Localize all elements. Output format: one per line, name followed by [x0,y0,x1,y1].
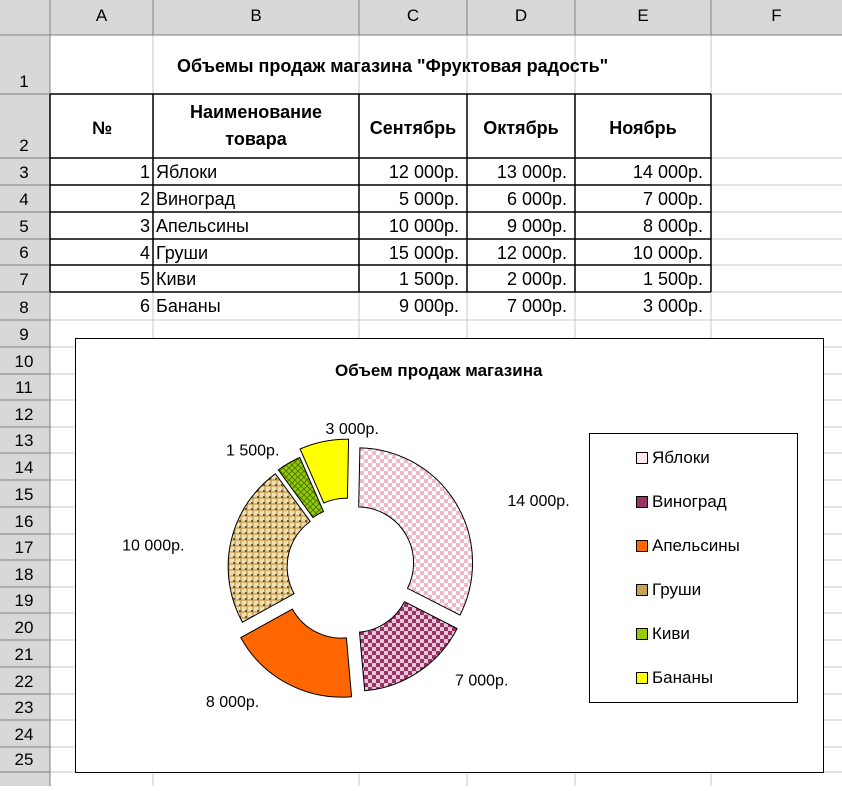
legend-label: Бананы [652,668,714,687]
column-header-c[interactable]: C [406,6,420,25]
legend-label: Апельсины [652,536,740,555]
doughnut-slice-0[interactable] [359,448,473,615]
row-header-12[interactable]: 12 [14,405,34,424]
data-label-2: 8 000р. [205,694,260,712]
row-header-5[interactable]: 5 [19,217,29,236]
row-header-8[interactable]: 8 [19,298,29,317]
legend-label: Виноград [652,492,727,511]
column-header-d[interactable]: D [514,6,528,25]
data-label-3: 10 000р. [122,537,185,555]
data-label-1: 7 000р. [455,672,509,690]
cell-number[interactable]: 3 [139,216,150,236]
cell-product-name[interactable]: Яблоки [156,162,218,182]
row-header-15[interactable]: 15 [14,485,34,504]
row-header-1[interactable]: 1 [19,72,29,91]
legend-swatch [636,540,648,552]
cell-september[interactable]: 1 500р. [398,269,459,289]
row-header-18[interactable]: 18 [14,565,34,584]
header-name-line2[interactable]: товара [225,129,287,149]
column-header-f[interactable]: F [771,6,782,25]
data-label-5: 3 000р. [325,420,379,438]
doughnut-slice-2[interactable] [241,609,352,697]
row-header-17[interactable]: 17 [14,538,34,557]
legend-label: Груши [652,580,702,599]
cell-september[interactable]: 5 000р. [398,189,459,209]
legend-swatch [636,628,648,640]
legend-swatch [636,452,648,464]
cell-number[interactable]: 5 [139,269,150,289]
cell-september[interactable]: 10 000р. [388,216,459,236]
row-header-6[interactable]: 6 [19,243,29,262]
header-october[interactable]: Октябрь [483,118,559,138]
header-number[interactable]: № [92,118,113,138]
cell-november[interactable]: 8 000р. [642,216,703,236]
row-header-21[interactable]: 21 [14,645,34,664]
cell-november[interactable]: 10 000р. [632,243,703,263]
cell-number[interactable]: 6 [139,296,150,316]
column-header-a[interactable]: A [95,6,108,25]
cell-november[interactable]: 14 000р. [632,162,703,182]
doughnut-slice-1[interactable] [360,602,458,691]
column-header-e[interactable]: E [637,6,649,25]
data-label-0: 14 000р. [507,492,570,510]
table-title[interactable]: Объемы продаж магазина "Фруктовая радость" [177,56,609,76]
cell-october[interactable]: 2 000р. [506,269,567,289]
row-header-7[interactable]: 7 [19,270,29,289]
row-header-20[interactable]: 20 [14,618,34,637]
cell-september[interactable]: 12 000р. [388,162,459,182]
cell-product-name[interactable]: Апельсины [156,216,249,236]
row-header-2[interactable]: 2 [19,136,29,155]
cell-october[interactable]: 6 000р. [506,189,567,209]
cell-product-name[interactable]: Киви [156,269,197,289]
chart-legend[interactable] [589,433,798,703]
row-header-19[interactable]: 19 [14,591,34,610]
row-header-3[interactable]: 3 [19,163,29,182]
row-header-14[interactable]: 14 [14,458,34,477]
row-header-11[interactable]: 11 [15,378,33,397]
row-header-10[interactable]: 10 [14,352,34,371]
cell-october[interactable]: 9 000р. [506,216,567,236]
cell-number[interactable]: 4 [139,243,150,263]
row-header-22[interactable]: 22 [14,672,34,691]
cell-october[interactable]: 13 000р. [496,162,567,182]
legend-swatch [636,496,648,508]
row-header-24[interactable]: 24 [14,725,34,744]
row-header-9[interactable]: 9 [19,325,29,344]
cell-number[interactable]: 1 [139,162,150,182]
legend-swatch [636,584,648,596]
cell-number[interactable]: 2 [139,189,150,209]
legend-label: Киви [652,624,690,643]
row-header-25[interactable]: 25 [14,750,34,769]
column-header-b[interactable]: B [250,6,262,25]
cell-november[interactable]: 3 000р. [642,296,703,316]
header-name-line1[interactable]: Наименование [189,102,323,122]
row-header-23[interactable]: 23 [14,698,34,717]
header-september[interactable]: Сентябрь [369,118,457,138]
legend-label: Яблоки [652,448,710,467]
cell-product-name[interactable]: Виноград [156,189,236,209]
row-header-13[interactable]: 13 [14,431,34,450]
cell-product-name[interactable]: Бананы [156,296,221,316]
cell-product-name[interactable]: Груши [156,243,209,263]
cell-september[interactable]: 9 000р. [398,296,459,316]
legend-swatch [636,672,648,684]
data-label-4: 1 500р. [226,442,280,460]
cell-november[interactable]: 7 000р. [642,189,703,209]
cell-november[interactable]: 1 500р. [642,269,703,289]
cell-october[interactable]: 7 000р. [506,296,567,316]
row-header-4[interactable]: 4 [19,190,29,209]
header-november[interactable]: Ноябрь [609,118,677,138]
chart-title: Объем продаж магазина [335,361,543,380]
cell-september[interactable]: 15 000р. [388,243,459,263]
cell-october[interactable]: 12 000р. [496,243,567,263]
row-header-16[interactable]: 16 [14,512,34,531]
